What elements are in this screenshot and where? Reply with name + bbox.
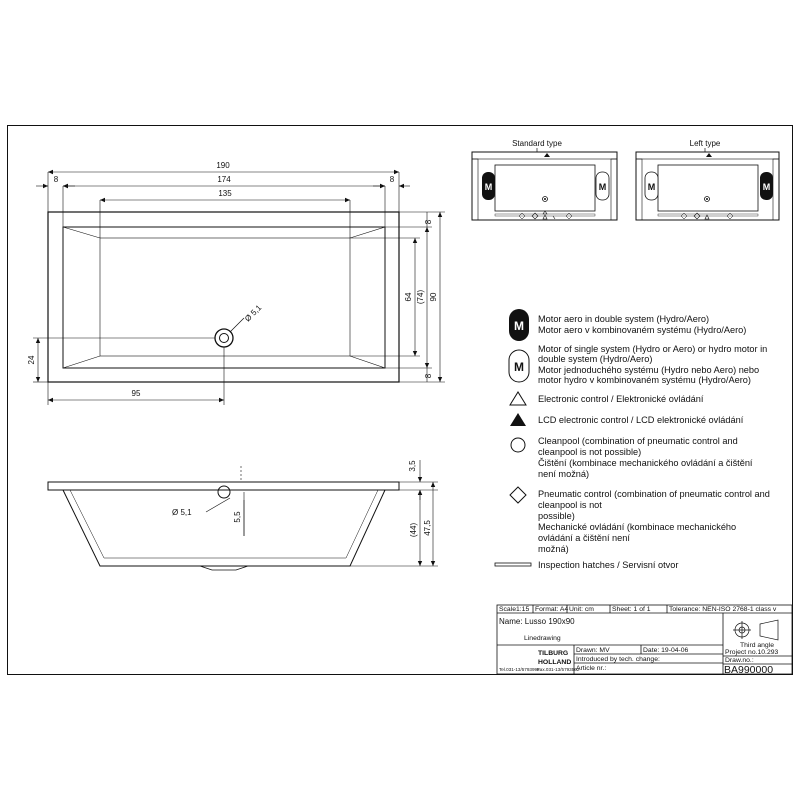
tb-date: Date: 19-04-06 [643, 647, 689, 654]
tb-tolerance: Tolerance: NEN-ISO 2768-1 class v [669, 606, 777, 613]
tb-drawno: BA990000 [724, 664, 774, 676]
tub-outline-top [48, 212, 399, 382]
pneumatic-line1: Pneumatic control (combination of pneumatic control and [538, 489, 770, 499]
cleanpool-line4: není možná) [538, 469, 590, 479]
tb-format: Format: A4 [535, 606, 569, 613]
pneumatic-line6: možná) [538, 544, 569, 554]
legend-item-electronic [510, 392, 704, 405]
tb-drawn: Drawn: MV [576, 647, 610, 654]
circle-outline-icon [511, 438, 525, 452]
inspection-hatch-icon [495, 563, 531, 566]
motor-single-line2: double system (Hydro/Aero) [538, 354, 653, 364]
dim-rim-right: 8 [389, 175, 395, 184]
diamond-outline-icon [510, 487, 526, 503]
motor-single-line1: Motor of single system (Hydro or Aero) or hydro motor in [538, 344, 768, 354]
dim-drain-from-edge: 24 [27, 355, 36, 365]
dim-inner-width: (74) [416, 289, 425, 305]
tb-linedrawing: Linedrawing [524, 635, 561, 642]
svg-text:M: M [647, 182, 656, 192]
third-angle-projection-icon [733, 620, 778, 640]
svg-text:M: M [598, 182, 607, 192]
dim-bottom-length: 135 [218, 189, 232, 198]
tb-third-angle: Third angle [740, 642, 775, 649]
title-block [497, 605, 792, 676]
legend-item-lcd [510, 413, 744, 426]
tb-company-line2: HOLLAND [538, 659, 572, 666]
dim-inner-depth: (44) [409, 522, 418, 538]
tb-unit: Unit: cm [569, 606, 594, 613]
tb-introduced: Introduced by tech. change: [576, 656, 660, 663]
motor-aero-line2: Motor aero v kombinovaném systému (Hydro/Aero) [538, 325, 747, 335]
pneumatic-line2: cleanpool is not [538, 500, 602, 510]
dim-inner-length: 174 [217, 175, 231, 184]
legend-item-motor-aero [509, 309, 746, 341]
tb-company-tel: Tel.031-13/5793998 [499, 667, 540, 672]
tb-project: Project no.10.293 [725, 649, 779, 656]
dim-rim-top: 8 [424, 219, 433, 225]
standard-type-diagram [472, 139, 617, 220]
tb-name: Name: Lusso 190x90 [499, 617, 575, 626]
dim-bottom-width: 64 [404, 292, 413, 302]
motor-aero-symbol: M [514, 319, 524, 333]
legend-item-motor-single [509, 344, 767, 385]
dim-rim-left: 8 [53, 175, 59, 184]
side-view [48, 460, 438, 570]
lcd-text: LCD electronic control / LCD elektronické ovládání [538, 415, 744, 425]
pneumatic-line3: possible) [538, 511, 575, 521]
inspection-text: Inspection hatches / Servisní otvor [538, 560, 679, 570]
left-type-diagram [636, 139, 779, 220]
legend-item-pneumatic [510, 487, 770, 554]
dim-drain-from-left: 95 [131, 389, 141, 398]
dim-drain-diameter-top: Ø 5,1 [243, 303, 264, 324]
electronic-text: Electronic control / Elektronické ovládání [538, 394, 704, 404]
motor-aero-line1: Motor aero in double system (Hydro/Aero) [538, 314, 710, 324]
tb-drawno-label: Draw.no.: [725, 657, 754, 664]
pneumatic-line4: Mechanické ovládání (kombinace mechanického [538, 522, 737, 532]
pneumatic-line5: ovládání a čištění není [538, 533, 630, 543]
dim-drain-height: 5,5 [233, 511, 242, 523]
cleanpool-line2: cleanpool is not possible) [538, 447, 642, 457]
cleanpool-line3: Čištění (kombinace mechanického ovládání a čištění [538, 458, 753, 468]
dim-overall-length: 190 [216, 161, 230, 170]
dim-overall-width: 90 [429, 292, 438, 302]
dim-drain-diameter-side: Ø 5,1 [172, 508, 192, 517]
dim-total-height: 47,5 [423, 520, 432, 536]
top-view-dimensions [27, 161, 438, 398]
dim-rim-bottom: 8 [424, 373, 433, 379]
tb-sheet: Sheet: 1 of 1 [612, 606, 651, 613]
top-view [33, 172, 445, 405]
legend-item-inspection [495, 560, 678, 570]
motor-single-line4: motor hydro v kombinovaném systému (Hydro/Aero) [538, 375, 751, 385]
standard-type-label: Standard type [512, 139, 562, 148]
legend-item-cleanpool [511, 436, 753, 479]
svg-text:M: M [484, 182, 493, 192]
tb-article: Article nr.: [576, 665, 607, 672]
tb-company-fax: Fax.031-13/5793562 [537, 667, 580, 672]
drain-side [218, 486, 230, 498]
legend [495, 309, 770, 570]
motor-single-line3: Motor jednoduchého systému (Hydro nebo Aero) nebo [538, 365, 760, 375]
triangle-outline-icon [510, 392, 526, 405]
tb-scale: Scale1:15 [499, 606, 530, 613]
side-view-dimensions [172, 460, 432, 537]
triangle-filled-icon [510, 413, 526, 426]
left-type-label: Left type [689, 139, 721, 148]
cleanpool-line1: Cleanpool (combination of pneumatic control and [538, 436, 738, 446]
motor-single-symbol: M [514, 360, 524, 374]
dim-rim-height: 3,5 [408, 460, 417, 472]
svg-text:M: M [762, 182, 771, 192]
tb-company-line1: TILBURG [538, 650, 569, 657]
